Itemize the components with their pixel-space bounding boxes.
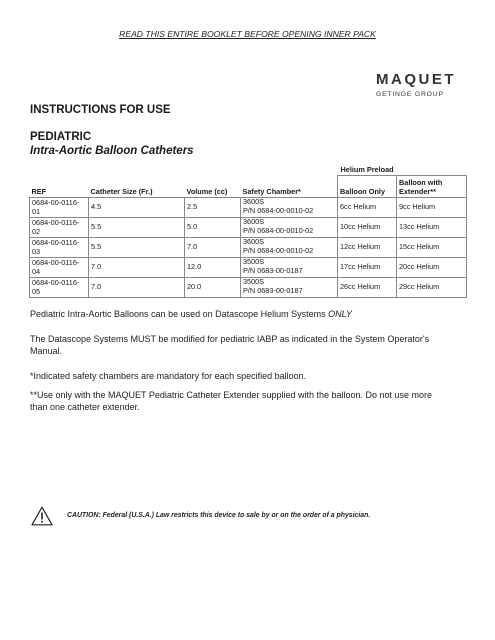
cell-balloon-ext: 20cc Helium <box>397 257 467 277</box>
chamber-part: P/N 0684-00-0010-02 <box>243 246 314 255</box>
balloon-ext-line1: Balloon with <box>399 177 443 187</box>
chamber-model: 3500S <box>243 257 265 267</box>
top-notice: READ THIS ENTIRE BOOKLET BEFORE OPENING INNER PACK <box>119 29 376 39</box>
cell-balloon-only: 10cc Helium <box>338 217 397 237</box>
chamber-part: P/N 0683-00-0187 <box>243 286 303 295</box>
cell-balloon-ext: 15cc Helium <box>397 237 467 257</box>
cell-balloon-only: 12cc Helium <box>338 237 397 257</box>
cell-volume: 2.5 <box>185 197 241 217</box>
col-header-balloon-extender <box>397 175 467 197</box>
table-row <box>30 237 467 257</box>
chamber-model: 3600S <box>243 237 265 247</box>
cell-balloon-ext: 13cc Helium <box>397 217 467 237</box>
cell-chamber <box>241 237 338 257</box>
cell-balloon-only: 6cc Helium <box>338 197 397 217</box>
cell-volume: 7.0 <box>185 237 241 257</box>
cell-size: 5.5 <box>89 237 185 257</box>
cell-balloon-only: 26cc Helium <box>338 277 397 297</box>
table-row <box>30 257 467 277</box>
cell-chamber <box>241 257 338 277</box>
cell-chamber <box>241 197 338 217</box>
table-row <box>30 217 467 237</box>
cell-balloon-ext: 29cc Helium <box>397 277 467 297</box>
col-header-volume: Volume (cc) <box>185 175 241 197</box>
helium-systems-note <box>30 308 450 320</box>
table-row <box>30 277 467 297</box>
cell-balloon-ext: 9cc Helium <box>397 197 467 217</box>
warning-triangle-icon <box>31 506 53 526</box>
chamber-part: P/N 0683-00-0187 <box>243 266 303 275</box>
chamber-model: 3500S <box>243 277 265 287</box>
catheter-subtitle: Intra-Aortic Balloon Catheters <box>30 145 194 157</box>
cell-balloon-only: 17cc Helium <box>338 257 397 277</box>
cell-chamber <box>241 277 338 297</box>
col-header-size: Catheter Size (Fr.) <box>89 175 185 197</box>
logo-main-text: MAQUET <box>376 71 456 88</box>
safety-chamber-note: *Indicated safety chambers are mandatory for each specified balloon. <box>30 371 307 381</box>
balloon-ext-line2: Extender** <box>399 186 436 196</box>
cell-volume: 12.0 <box>185 257 241 277</box>
cell-size: 7.0 <box>89 257 185 277</box>
col-header-ref: REF <box>30 175 89 197</box>
maquet-logo <box>376 72 454 98</box>
cell-ref: 0684-00-0116-01 <box>30 197 89 217</box>
note-emphasis: ONLY <box>328 309 352 319</box>
chamber-part: P/N 0684-00-0010-02 <box>243 226 314 235</box>
col-header-chamber: Safety Chamber* <box>241 175 338 197</box>
cell-ref: 0684-00-0116-04 <box>30 257 89 277</box>
cell-ref: 0684-00-0116-05 <box>30 277 89 297</box>
col-header-balloon-only: Balloon Only <box>338 175 397 197</box>
catheter-spec-table <box>29 165 467 298</box>
cell-size: 4.5 <box>89 197 185 217</box>
extender-note: **Use only with the MAQUET Pediatric Catheter Extender supplied with the balloon. Do not use more than one catheter extender. <box>30 390 433 412</box>
chamber-model: 3600S <box>243 217 265 227</box>
cell-ref: 0684-00-0116-02 <box>30 217 89 237</box>
caution-statement: CAUTION: Federal (U.S.A.) Law restricts this device to sale by or on the order of a physician. <box>67 512 371 519</box>
helium-preload-header: Helium Preload <box>338 165 467 175</box>
logo-sub-text: GETINGE GROUP <box>376 91 444 98</box>
table-row <box>30 197 467 217</box>
chamber-part: P/N 0684-00-0010-02 <box>243 206 314 215</box>
pediatric-heading: PEDIATRIC <box>30 131 92 143</box>
chamber-model: 3600S <box>243 197 265 207</box>
system-modification-note: The Datascope Systems MUST be modified for pediatric IABP as indicated in the System Operator's Manual. <box>30 334 430 356</box>
note-main-text: Pediatric Intra-Aortic Balloons can be used on Datascope Helium Systems <box>30 309 329 319</box>
cell-size: 7.0 <box>89 277 185 297</box>
cell-size: 5.5 <box>89 217 185 237</box>
instructions-heading: INSTRUCTIONS FOR USE <box>30 104 171 116</box>
cell-ref: 0684-00-0116-03 <box>30 237 89 257</box>
cell-volume: 20.0 <box>185 277 241 297</box>
cell-chamber <box>241 217 338 237</box>
cell-volume: 5.0 <box>185 217 241 237</box>
